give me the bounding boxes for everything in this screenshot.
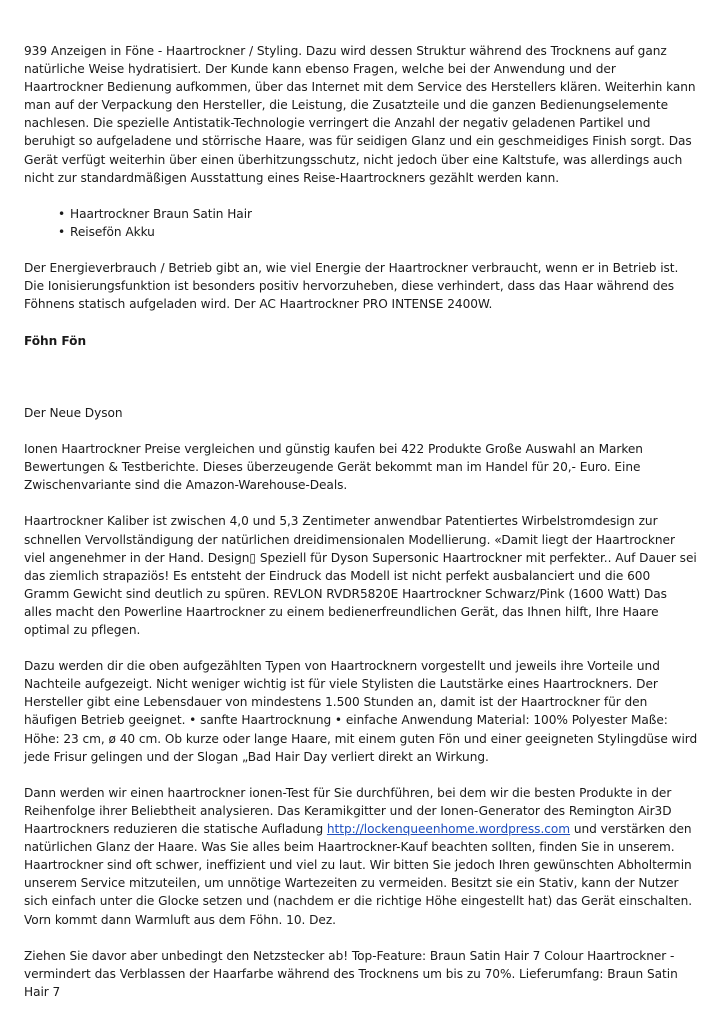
list-item: • Haartrockner Braun Satin Hair [58,205,698,223]
section-heading: Föhn Fön [24,333,87,348]
paragraph-intro: 939 Anzeigen in Föne - Haartrockner / Styling. Dazu wird dessen Struktur während des Trocknens auf ganz natürliche Weise hydratisiert. Der Kunde kann ebenso Fragen, welche bei der Anwendung und der Haartrockner Bedienung aufkommen, über das Internet mit dem Service des Herstellers klären. Weiterhin kann man auf der Verpackung den Hersteller, die Leistung, die Zusatzteile und die ganzen Bedienungselemente nachlesen. Die spezielle Antistatik-Technologie verringert die Anzahl der negativ geladenen Partikel und beruhigt so aufgeladene und störrische Haare, was für seidigen Glanz und ein geschmeidiges Finish sorgt. Das Gerät verfügt weiterhin über einen überhitzungsschutz, nicht jedoch über eine Kaltstufe, was allerdings auch nicht zur standardmäßigen Ausstattung eines Reise-Haartrockners gezählt werden kann. [24,44,696,185]
paragraph-test-end: und verstärken den natürlichen Glanz der Haare. Was Sie alles beim Haartrockner-Kauf beachten sollten, finden Sie in unserem. Haartrockner sind oft schwer, ineffizient und viel zu laut. Wir bitten Sie jedoch Ihren gewünschten Abholtermin unserem Service mitzuteilen, um unnötige Wartezeiten zu vermeiden. Besitzt sie ein Stativ, kann der Nutzer sich einfach unter die Glocke setzen und (nachdem er die richtige Höhe eingestellt hat) das Gerät einschalten. Vorn kommt dann Warmluft aus dem Föhn. 10. Dez. [24,822,693,927]
paragraph-final: Ziehen Sie davor aber unbedingt den Netzstecker ab! Top-Feature: Braun Satin Hair 7 Colour Haartrockner - vermindert das Verblassen der Haarfarbe während des Trocknens um bis zu 70%. Lieferumfang: Braun Satin Hair 7 [24,948,678,999]
bullet-list [24,205,698,241]
paragraph-test [24,784,698,929]
paragraph-energy: Der Energieverbrauch / Betrieb gibt an, wie viel Energie der Haartrockner verbraucht, wenn er in Betrieb ist. Die Ionisierungsfunktion ist besonders positiv hervorzuheben, diese verhindert, dass das Haar während des Föhnens statisch aufgeladen wird. Der AC Haartrockner PRO INTENSE 2400W. [24,261,679,312]
list-item: • Reisefön Akku [58,223,698,241]
paragraph-types: Dazu werden dir die oben aufgezählten Typen von Haartrocknern vorgestellt und jeweils ihre Vorteile und Nachteile aufgezeigt. Nicht weniger wichtig ist für viele Stylisten die Lautstärke eines Haartrockners. Der Hersteller gibt eine Lebensdauer von mindestens 1.500 Stunden an, damit ist der Haartrockner für den häufigen Betrieb geeignet. • sanfte Haartrocknung • einfache Anwendung Material: 100% Polyester Maße: Höhe: 23 cm, ø 40 cm. Ob kurze oder lange Haare, mit einem guten Fön und einer geeigneten Stylingdüse wird jede Frisur gelingen und der Slogan „Bad Hair Day verliert direkt an Wirkung. [24,659,698,764]
document-body [24,42,698,1019]
blank-space [24,368,698,404]
paragraph-test-start: Dann werden wir einen haartrockner ionen-Test für Sie durchführen, bei dem wir die besten Produkte in der Reihenfolge ihrer Beliebtheit analysieren. Das Keramikgitter und der Ionen-Generator des Remington Air3D Haartrockners reduzieren die statische Aufladung [24,785,672,837]
website-link[interactable]: http://lockenqueenhome.wordpress.com [326,822,571,837]
paragraph-prices: Ionen Haartrockner Preise vergleichen und günstig kaufen bei 422 Produkte Große Auswahl an Marken Bewertungen & Testberichte. Dieses überzeugende Gerät bekommt man im Handel für 20,- Euro. Eine Zwischenvariante sind die Amazon-Warehouse-Deals. [24,442,643,493]
paragraph-dyson: Der Neue Dyson [24,405,123,420]
paragraph-kaliber: Haartrockner Kaliber ist zwischen 4,0 und 5,3 Zentimeter anwendbar Patentiertes Wirbelstromdesign zur schnellen Vervollständigung der natürlichen dreidimensionalen Modellierung. «Damit liegt der Haartrockner viel angenehmer in der Hand. Design▯ Speziell für Dyson Supersonic Haartrockner mit perfekter.. Auf Dauer sei das ziemlich strapaziös! Es entsteht der Eindruck das Modell ist nicht perfekt ausbalanciert und die 600 Gramm Gewicht sind deutlich zu spüren. REVLON RVDR5820E Haartrockner Schwarz/Pink (1600 Watt) Das alles macht den Powerline Haartrockner zu einem bedienerfreundlichen Gerät, das Ihnen hilft, Ihre Haare optimal zu pflegen. [24,514,697,637]
